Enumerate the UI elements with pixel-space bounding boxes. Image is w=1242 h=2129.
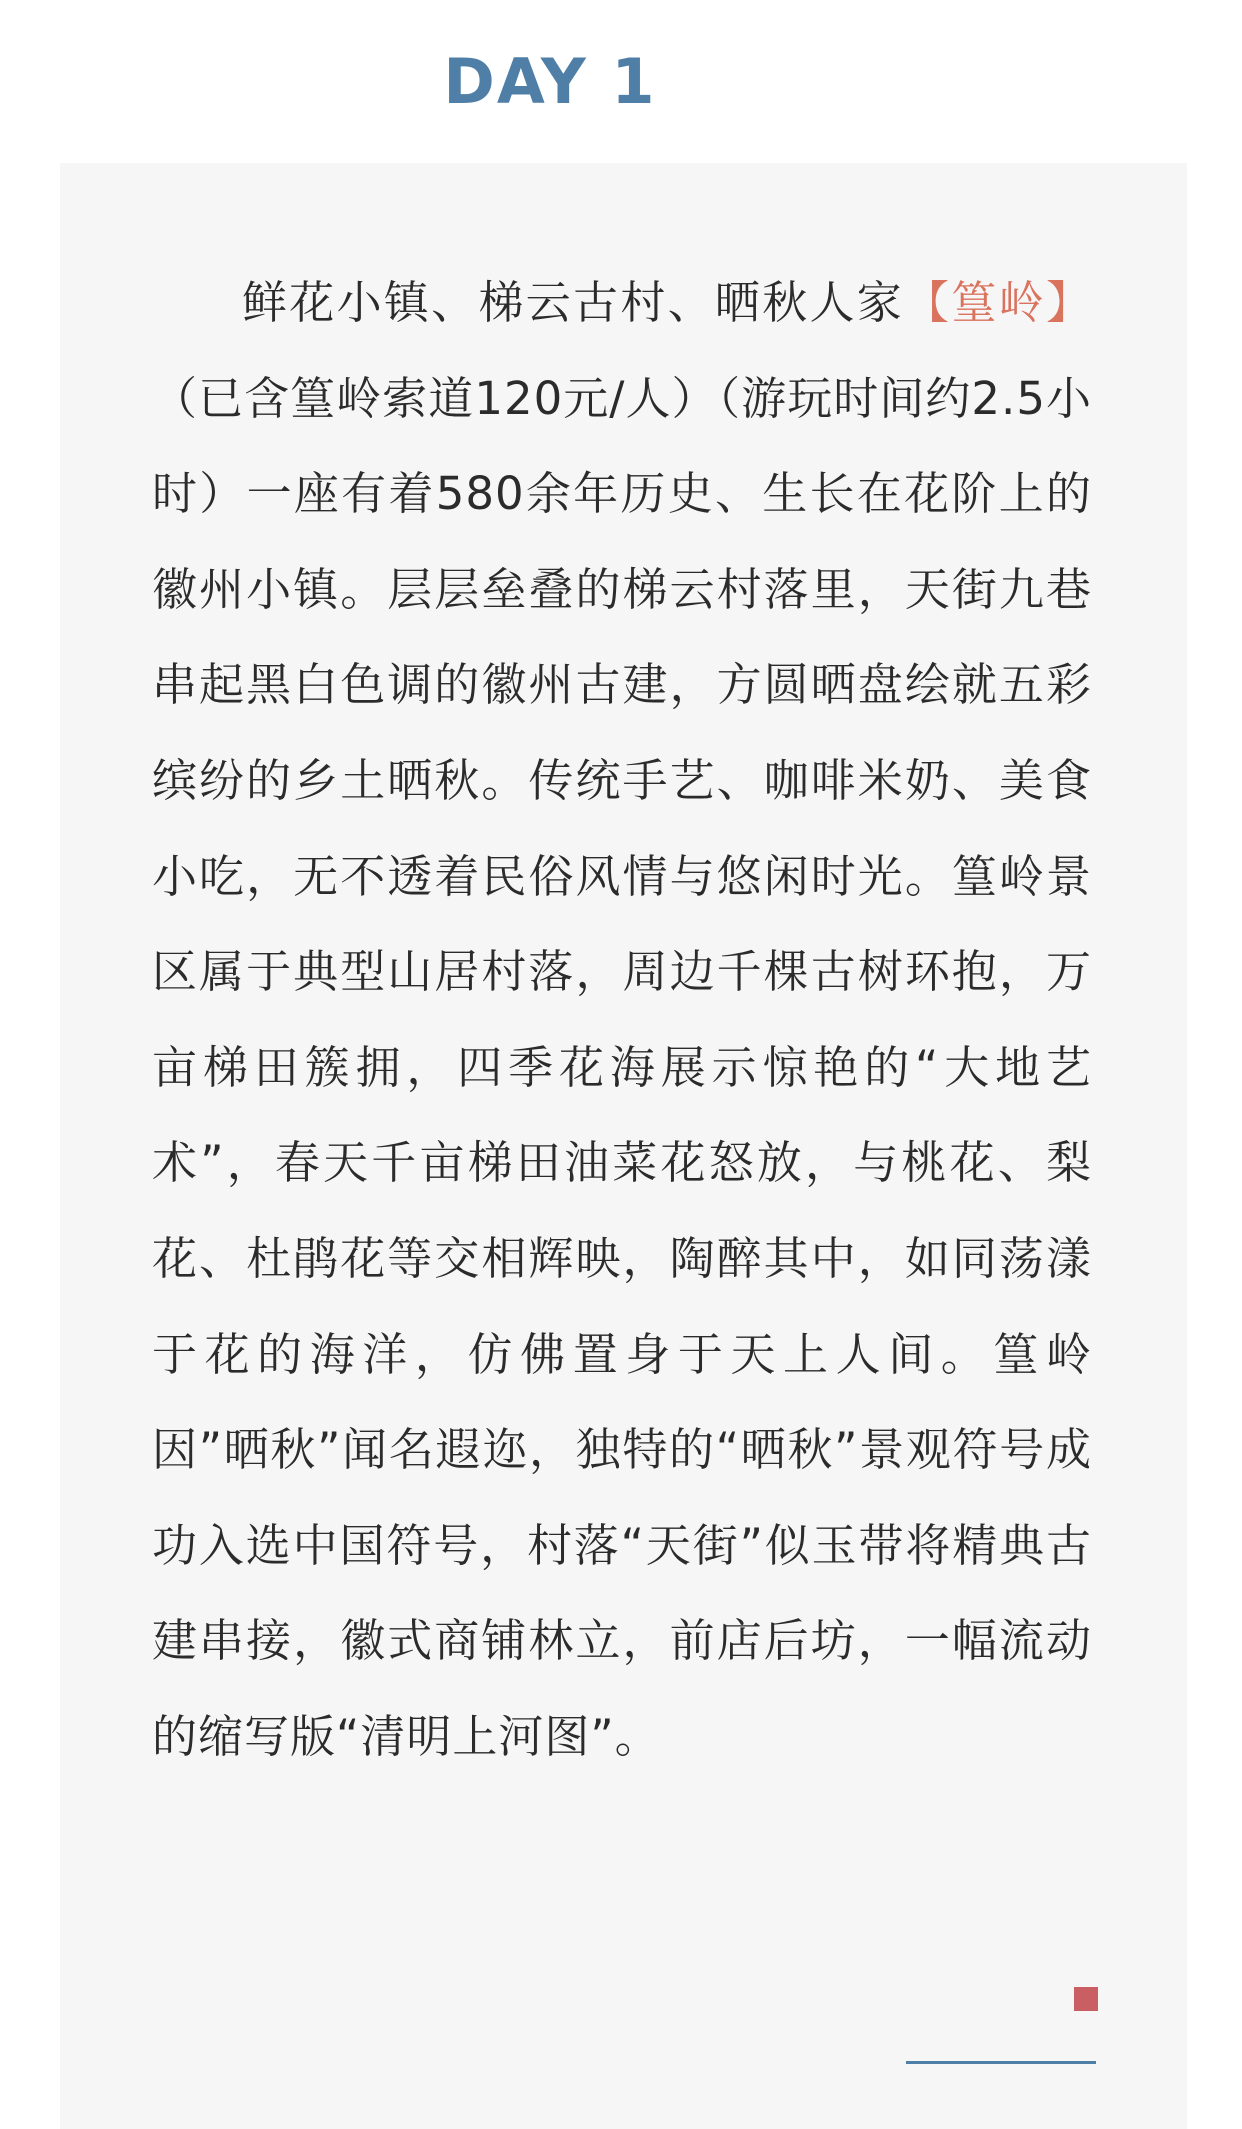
decorative-square-marker (1074, 1987, 1098, 2011)
paragraph-intro: 鲜花小镇、梯云古村、晒秋人家 (242, 276, 905, 329)
itinerary-paragraph (152, 255, 1092, 1785)
day-heading: DAY 1 (443, 45, 657, 118)
paragraph-body: （已含篁岭索道120元/人）（游玩时间约2.5小时）一座有着580余年历史、生长在花阶上的徽州小镇。层层垒叠的梯云村落里，天街九巷串起黑白色调的徽州古建，方圆晒盘绘就五彩缤纷的乡土晒秋。传统手艺、咖啡米奶、美食小吃，无不透着民俗风情与悠闲时光。篁岭景区属于典型山居村落，周边千棵古树环抱，万亩梯田簇拥，四季花海展示惊艳的“大地艺术”，春天千亩梯田油菜花怒放，与桃花、梨花、杜鹃花等交相辉映，陶醉其中，如同荡漾于花的海洋，仿佛置身于天上人间。篁岭因”晒秋”闻名遐迩，独特的“晒秋”景观符号成功入选中国符号，村落“天街”似玉带将精典古建串接，徽式商铺林立，前店后坊，一幅流动的缩写版“清明上河图”。 (152, 371, 1092, 1763)
decorative-divider-line (906, 2061, 1096, 2064)
place-highlight: 【篁岭】 (904, 276, 1092, 329)
